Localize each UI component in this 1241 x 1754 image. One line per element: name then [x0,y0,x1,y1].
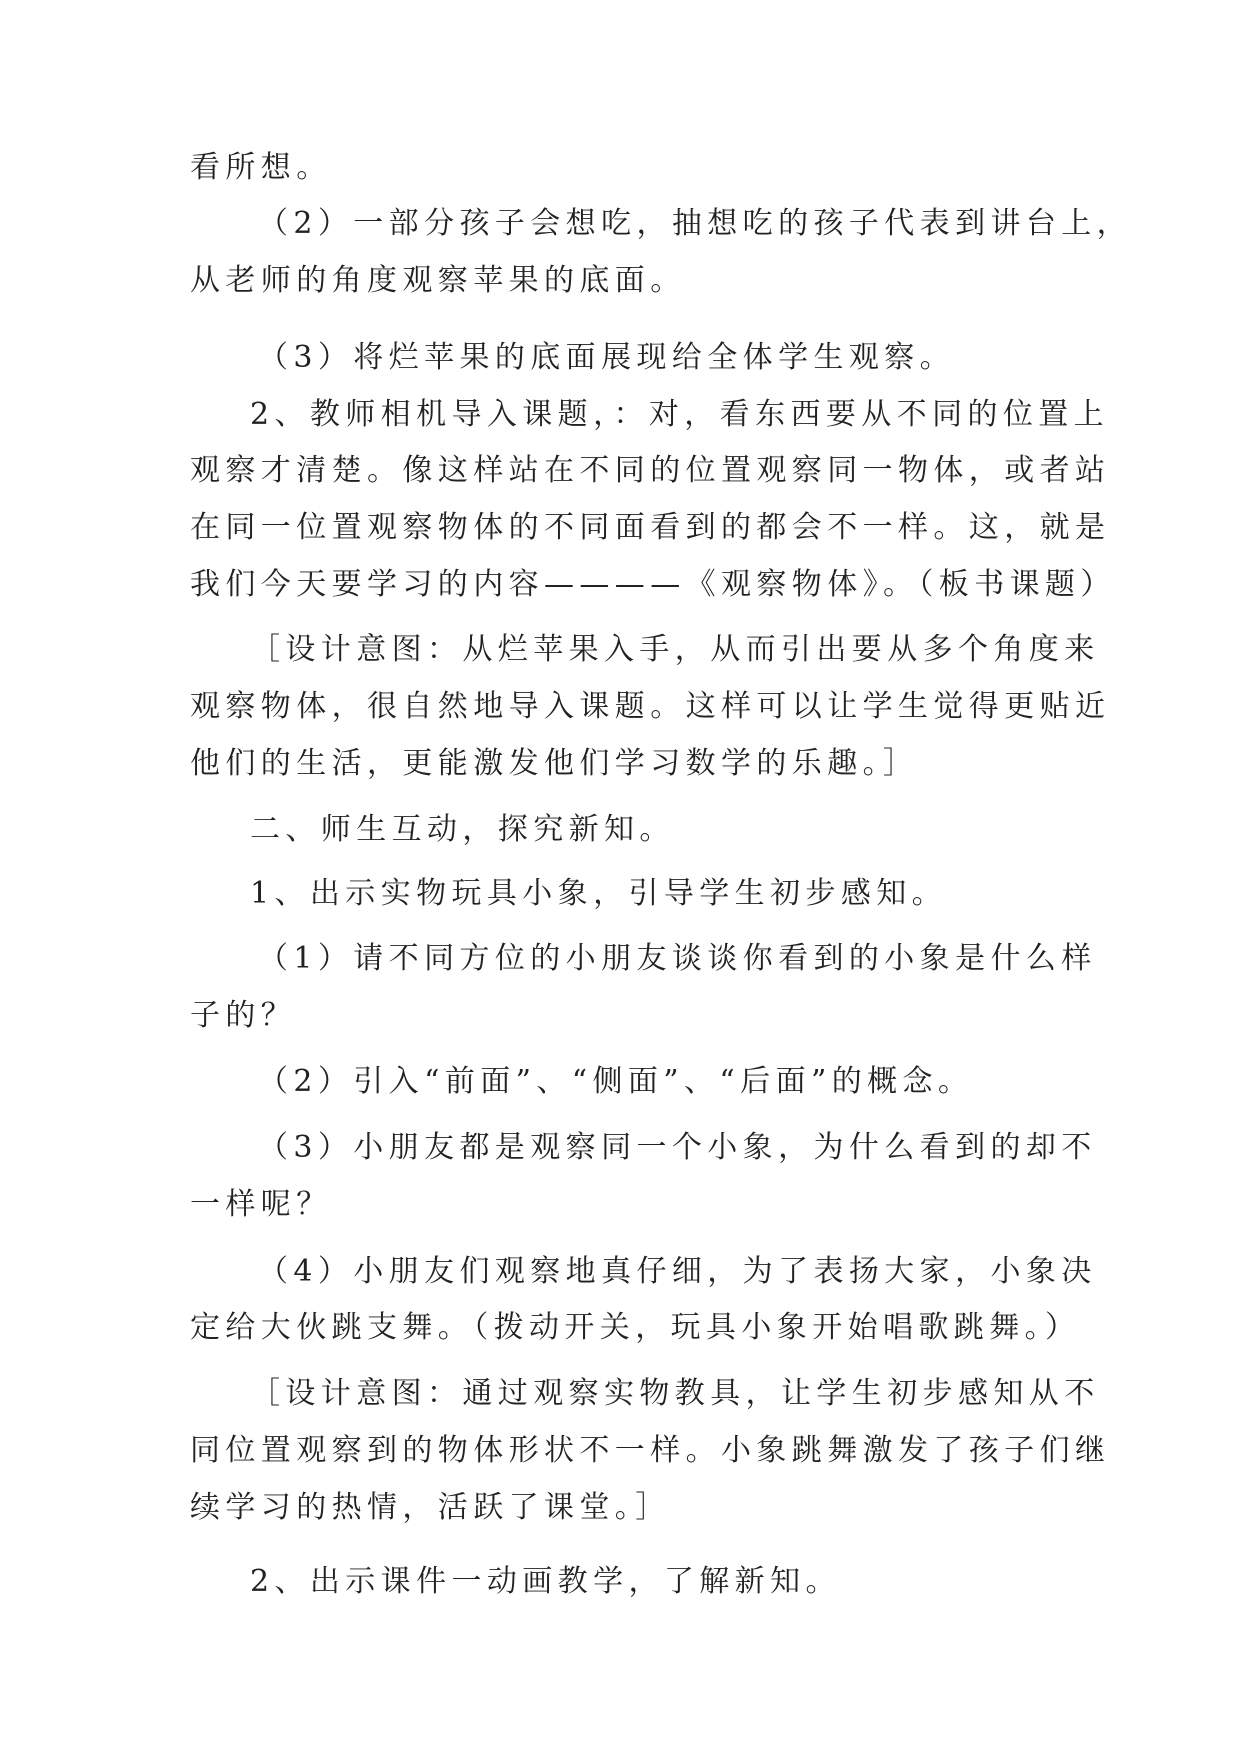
text-line: 在同一位置观察物体的不同面看到的都会不一样。这，就是 [190,510,1111,545]
text-line: 从老师的角度观察苹果的底面。 [190,263,686,298]
text-line: 1、出示实物玩具小象，引导学生初步感知。 [250,876,948,911]
text-line: 观察才清楚。像这样站在不同的位置观察同一物体，或者站 [190,453,1111,488]
text-line: （1）请不同方位的小朋友谈谈你看到的小象是什么样 [258,941,1097,976]
text-line: 子的？ [190,998,297,1033]
text-line: ［设计意图：通过观察实物教具，让学生初步感知从不 [250,1376,1100,1411]
text-line: （3）将烂苹果的底面展现给全体学生观察。 [258,340,956,375]
text-line: （3）小朋友都是观察同一个小象，为什么看到的却不 [258,1130,1097,1165]
text-line: 看所想。 [190,150,332,185]
text-line: 他们的生活，更能激发他们学习数学的乐趣。］ [190,746,919,781]
text-line: 定给大伙跳支舞。（拨动开关，玩具小象开始唱歌跳舞。） [190,1310,1081,1345]
text-line: 同位置观察到的物体形状不一样。小象跳舞激发了孩子们继 [190,1433,1111,1468]
text-line: ［设计意图：从烂苹果入手，从而引出要从多个角度来 [250,632,1100,667]
text-line: 2、出示课件一动画教学，了解新知。 [250,1564,841,1599]
text-line: 续学习的热情，活跃了课堂。］ [190,1490,671,1525]
section-heading: 二、师生互动，探究新知。 [250,812,675,847]
text-line: （2）一部分孩子会想吃，抽想吃的孩子代表到讲台上， [258,206,1133,241]
text-line: 一样呢？ [190,1187,332,1222]
text-line: （4）小朋友们观察地真仔细，为了表扬大家，小象决 [258,1254,1097,1289]
text-line: （2）引入“前面”、“侧面”、“后面”的概念。 [258,1064,974,1099]
text-line: 我们今天要学习的内容————《观察物体》。（板书课题） [190,567,1116,602]
text-line: 观察物体，很自然地导入课题。这样可以让学生觉得更贴近 [190,689,1111,724]
text-line: 2、教师相机导入课题，：对，看东西要从不同的位置上 [250,397,1110,432]
